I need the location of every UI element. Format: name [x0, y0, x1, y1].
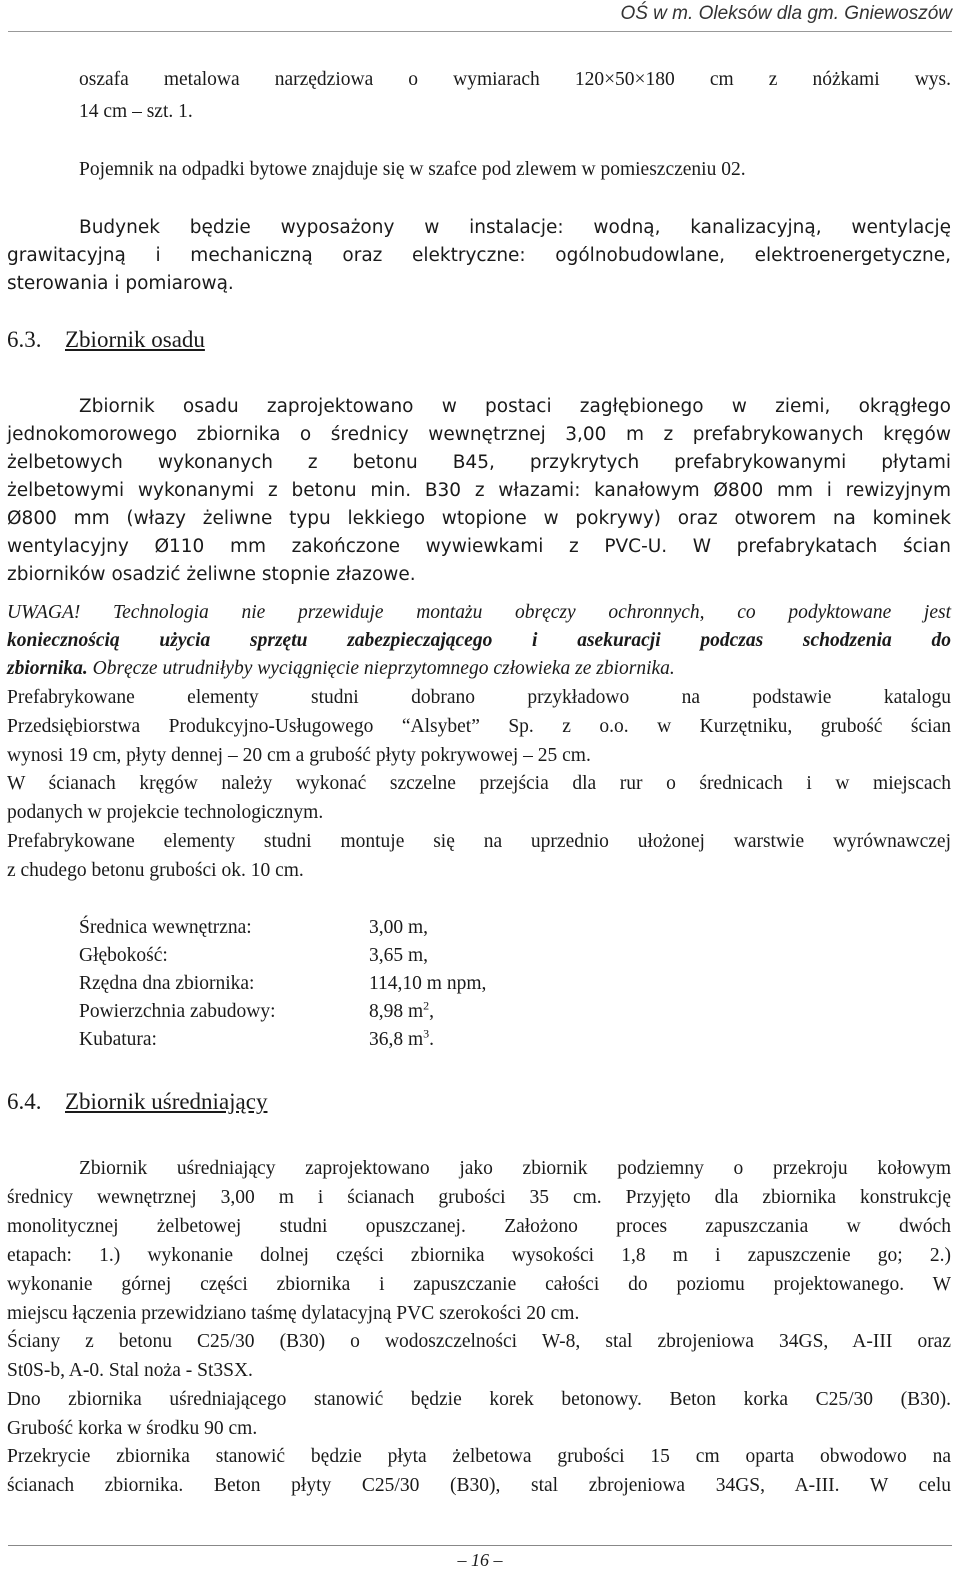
param-value: 3,00 m, — [369, 917, 429, 938]
uwaga-line-1: UWAGA! Technologia nie przewiduje montażu obręczy ochronnych, co podyktowane jest — [7, 602, 951, 623]
param-row — [79, 970, 486, 998]
param-label: Średnica wewnętrzna: — [79, 917, 252, 938]
s64-walls-line: St0S-b, A-0. Stal noża - St3SX. — [7, 1360, 253, 1381]
param-label: Głębokość: — [79, 945, 168, 966]
prefab-line: Przedsiębiorstwa Produkcyjno-Usługowego “Alsybet” Sp. z o.o. w Kurzętniku, grubość ścian — [7, 716, 951, 737]
s63-p1-line: zbiorników osadzić żeliwne stopnie złazowe. — [7, 564, 416, 585]
s64-bottom-line: Dno zbiornika uśredniającego stanowić będzie korek betonowy. Beton korka C25/30 (B30). — [7, 1389, 951, 1410]
uwaga-line-3: zbiornika. Obręcze utrudniłyby wyciągnięcie nieprzytomnego człowieka ze zbiornika. — [7, 658, 675, 679]
s64-p1-line: Zbiornik uśredniający zaprojektowano jako zbiornik podziemny o przekroju kołowym — [79, 1158, 951, 1179]
param-value: 8,98 $m^2$, — [369, 998, 435, 1022]
section-number: 6.4. — [7, 1089, 42, 1114]
s63-p1-line: Zbiornik osadu zaprojektowano w postaci zagłębionego w ziemi, okrągłego — [79, 396, 951, 417]
bullet-marker: o — [79, 69, 89, 90]
s64-cover-line: Przekrycie zbiornika stanowić będzie płyta żelbetowa grubości 15 cm oparta obwodowo na — [7, 1446, 951, 1467]
walls-line: W ścianach kręgów należy wykonać szczelne przejścia dla rur o średnicach i w miejscach — [7, 773, 951, 794]
param-label: Kubatura: — [79, 1029, 157, 1050]
walls-line: podanych w projekcie technologicznym. — [7, 802, 324, 823]
mount-line: Prefabrykowane elementy studni montuje się na uprzednio ułożonej warstwie wyrównawczej — [7, 831, 951, 852]
param-row — [79, 1026, 486, 1054]
s64-p1-line: etapach: 1.) wykonanie dolnej części zbiornika wysokości 1,8 m i zapuszczenie go; 2.) — [7, 1245, 951, 1266]
install-line-1: Budynek będzie wyposażony w instalacje: wodną, kanalizacyjną, wentylację — [79, 217, 951, 238]
mount-line: z chudego betonu grubości ok. 10 cm. — [7, 860, 304, 881]
s63-p1-line: wentylacyjny Ø110 mm zakończone wywiewkami z PVC-U. W prefabrykatach ścian — [7, 536, 951, 557]
s63-p1-line: Ø800 mm (włazy żeliwne typu lekkiego wtopione w pokrywy) oraz otworem na kominek — [7, 508, 951, 529]
s63-p1-line: żelbetowymi wykonanymi z betonu min. B30 z włazami: kanałowym Ø800 mm i rewizyjnym — [7, 480, 951, 501]
s64-walls-line: Ściany z betonu C25/30 (B30) o wodoszczelności W-8, stal zbrojeniowa 34GS, A-III oraz — [7, 1331, 951, 1352]
param-label: Powierzchnia zabudowy: — [79, 1001, 276, 1022]
s64-p1-line: wykonanie górnej części zbiornika i zapuszczanie całości do poziomu projektowanego. W — [7, 1274, 951, 1295]
bullet-line-1: oszafa metalowa narzędziowa o wymiarach 120×50×180 cm z nóżkami wys. — [79, 69, 951, 90]
bin-paragraph: Pojemnik na odpadki bytowe znajduje się w szafce pod zlewem w pomieszczeniu 02. — [79, 159, 746, 180]
s63-p1-line: żelbetowych wykonanych z betonu B45, przykrytych prefabrykowanymi płytami — [7, 452, 951, 473]
s64-p1-line: monolitycznej żelbetowej studni opuszczanej. Założono proces zapuszczania w dwóch — [7, 1216, 951, 1237]
section-title: Zbiornik uśredniający — [65, 1089, 268, 1114]
param-label: Rzędna dna zbiornika: — [79, 973, 255, 994]
param-value: 3,65 m, — [369, 945, 429, 966]
prefab-line: Prefabrykowane elementy studni dobrano przykładowo na podstawie katalogu — [7, 687, 951, 708]
param-row — [79, 914, 486, 942]
param-value: 36,8 $m^3$. — [369, 1026, 435, 1050]
param-row — [79, 998, 486, 1026]
parameters-table — [79, 914, 486, 1054]
install-line-2: grawitacyjną i mechaniczną oraz elektryczne: ogólnobudowlane, elektroenergetyczne, — [7, 245, 951, 266]
param-value: 114,10 m npm, — [369, 973, 487, 994]
s64-cover-line: ścianach zbiornika. Beton płyty C25/30 (B30), stal zbrojeniowa 34GS, A-III. W celu — [7, 1475, 951, 1496]
section-number: 6.3. — [7, 327, 42, 352]
prefab-line: wynosi 19 cm, płyty dennej – 20 cm a grubość płyty pokrywowej – 25 cm. — [7, 745, 591, 766]
s64-p1-line: miejscu łączenia przewidziano taśmę dylatacyjną PVC szerokości 20 cm. — [7, 1303, 580, 1324]
footer-rule — [8, 1545, 952, 1546]
install-line-3: sterowania i pomiarową. — [7, 273, 234, 294]
header-rule — [8, 31, 952, 32]
uwaga-line-2: koniecznością użycia sprzętu zabezpieczającego i asekuracji podczas schodzenia do — [7, 630, 951, 651]
s64-p1-line: średnicy wewnętrznej 3,00 m i ścianach grubości 35 cm. Przyjęto dla zbiornika konstrukcję — [7, 1187, 951, 1208]
param-row — [79, 942, 486, 970]
section-title: Zbiornik osadu — [65, 327, 205, 352]
uwaga-bold: zbiornika. — [7, 658, 88, 679]
page-number: – 16 – — [457, 1550, 503, 1570]
bullet-line-2: 14 cm – szt. 1. — [79, 101, 193, 122]
running-header: OŚ w m. Oleksów dla gm. Gniewoszów — [620, 3, 952, 24]
s63-p1-line: jednokomorowego zbiornika o średnicy wewnętrznej 3,00 m z prefabrykowanych kręgów — [7, 424, 951, 445]
section-6-3-heading — [7, 327, 205, 353]
section-6-4-heading — [7, 1089, 267, 1115]
s64-bottom-line: Grubość korka w środku 90 cm. — [7, 1418, 258, 1439]
